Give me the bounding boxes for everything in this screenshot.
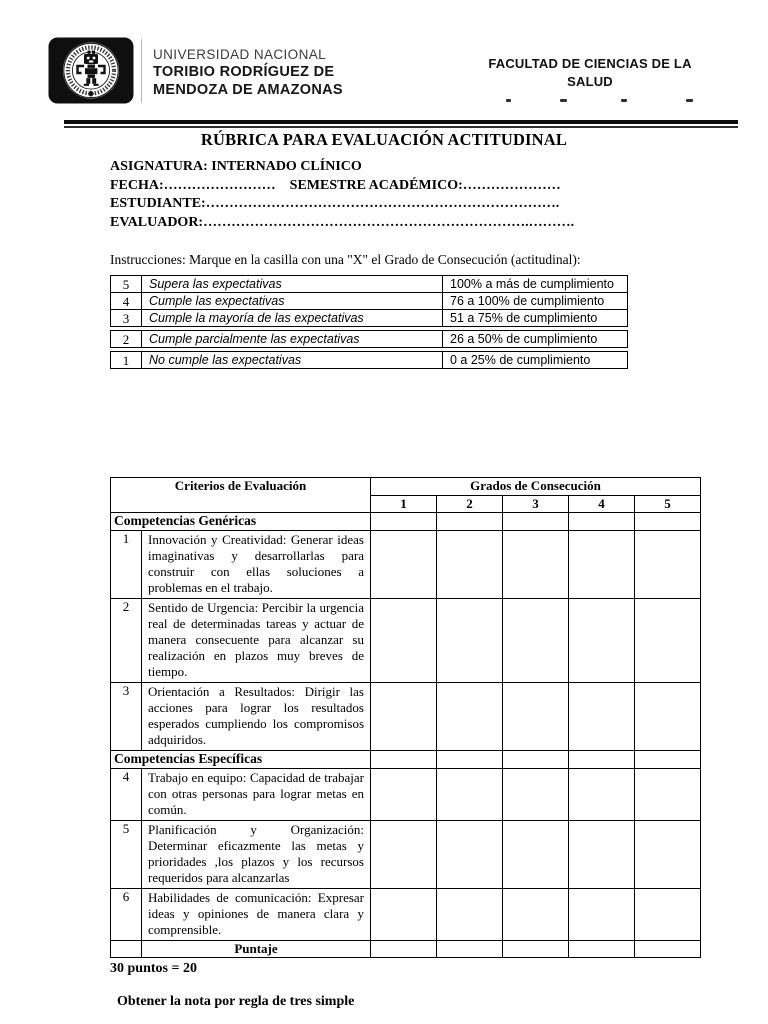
grade-cell xyxy=(371,531,437,599)
criteria-text: Habilidades de comunicación: Expresar ideas y opiniones de manera clara y comprensible. xyxy=(142,889,371,941)
criteria-number: 5 xyxy=(111,821,142,889)
scale-grade: 1 xyxy=(111,352,142,368)
grade-cell xyxy=(503,531,569,599)
grade-cell xyxy=(635,941,701,958)
scale-label: Cumple las expectativas xyxy=(142,293,443,309)
instructions-text: Instrucciones: Marque en la casilla con una "X" el Grado de Consecución (actitudinal): xyxy=(110,252,581,267)
criteria-number: 2 xyxy=(111,599,142,683)
scale-range: 0 a 25% de cumplimiento xyxy=(450,352,591,367)
faculty-name-block xyxy=(440,55,740,91)
grade-column-5: 5 xyxy=(635,496,701,513)
scale-label: Cumple parcialmente las expectativas xyxy=(142,331,443,347)
scale-range: 100% a más de cumplimiento xyxy=(450,276,614,291)
form-fields xyxy=(110,158,574,232)
grade-cell xyxy=(503,751,569,769)
grade-cell xyxy=(569,513,635,531)
grade-cell xyxy=(503,941,569,958)
grade-cell xyxy=(437,531,503,599)
grade-cell xyxy=(371,769,437,821)
grades-header: Grados de Consecución xyxy=(371,478,701,496)
faculty-name-line2: SALUD xyxy=(567,74,613,89)
grade-column-3: 3 xyxy=(503,496,569,513)
grade-cell xyxy=(635,821,701,889)
grade-cell xyxy=(569,821,635,889)
grade-cell xyxy=(569,769,635,821)
scale-label: No cumple las expectativas xyxy=(142,352,443,368)
header-divider xyxy=(141,39,142,103)
field-asignatura: ASIGNATURA: INTERNADO CLÍNICO xyxy=(110,159,362,174)
grade-cell xyxy=(371,599,437,683)
scale-row xyxy=(110,309,628,327)
grade-cell xyxy=(635,769,701,821)
grade-cell xyxy=(569,599,635,683)
university-seal-logo xyxy=(48,37,134,104)
section-label-generic: Competencias Genéricas xyxy=(111,513,371,531)
points-note: 30 puntos = 20 xyxy=(110,961,197,976)
university-name-line1: UNIVERSIDAD NACIONAL xyxy=(153,47,327,62)
grade-cell xyxy=(437,599,503,683)
rubric-table xyxy=(110,477,701,958)
scale-range: 26 a 50% de cumplimiento xyxy=(450,331,598,346)
grade-cell xyxy=(371,683,437,751)
field-fecha-semestre xyxy=(110,177,574,196)
grade-cell xyxy=(437,941,503,958)
field-semestre: SEMESTRE ACADÉMICO:………………… xyxy=(289,177,561,193)
grade-cell xyxy=(635,683,701,751)
grade-cell xyxy=(503,683,569,751)
puntaje-label: Puntaje xyxy=(142,941,371,958)
criteria-text: Sentido de Urgencia: Percibir la urgencia real de determinadas tareas y actuar de manera consecuente para alcanzar su realización en plazos muy breves de tiempo. xyxy=(142,599,371,683)
grade-cell xyxy=(569,751,635,769)
criteria-row xyxy=(111,821,701,889)
grade-cell xyxy=(503,821,569,889)
criteria-row xyxy=(111,531,701,599)
criteria-number: 3 xyxy=(111,683,142,751)
scale-grade: 4 xyxy=(111,293,142,309)
criteria-text: Innovación y Creatividad: Generar ideas imaginativas y desarrollarlas para construir con ellas soluciones a problemas en el trabajo. xyxy=(142,531,371,599)
grade-cell xyxy=(635,599,701,683)
grade-cell xyxy=(635,531,701,599)
field-evaluador: EVALUADOR:…………………………………………………………….………. xyxy=(110,214,575,230)
grade-cell xyxy=(635,751,701,769)
grade-cell xyxy=(569,531,635,599)
section-label-specific: Competencias Específicas xyxy=(111,751,371,769)
grade-cell xyxy=(503,769,569,821)
grade-cell xyxy=(569,889,635,941)
field-estudiante: ESTUDIANTE:…………………………………………………………………. xyxy=(110,196,560,211)
grade-cell xyxy=(371,821,437,889)
criteria-header: Criterios de Evaluación xyxy=(111,478,371,513)
criteria-number: 4 xyxy=(111,769,142,821)
title-rule xyxy=(64,120,738,128)
criteria-row xyxy=(111,769,701,821)
scale-grade: 5 xyxy=(111,276,142,292)
grade-cell xyxy=(503,513,569,531)
page-title: RÚBRICA PARA EVALUACIÓN ACTITUDINAL xyxy=(200,130,568,149)
grade-cell xyxy=(371,513,437,531)
clipped-text-artifact xyxy=(440,99,740,103)
scale-row xyxy=(110,351,628,369)
grade-cell xyxy=(371,889,437,941)
scale-grade: 2 xyxy=(111,331,142,347)
scale-row xyxy=(110,275,628,293)
university-seal-icon xyxy=(48,37,134,104)
grade-cell xyxy=(437,769,503,821)
grade-cell xyxy=(437,683,503,751)
grade-cell xyxy=(635,889,701,941)
scale-range: 51 a 75% de cumplimiento xyxy=(450,310,598,325)
criteria-number: 6 xyxy=(111,889,142,941)
grade-cell xyxy=(503,599,569,683)
section-row-generic xyxy=(111,513,701,531)
scale-row xyxy=(110,330,628,348)
grade-cell xyxy=(569,683,635,751)
scale-label: Supera las expectativas xyxy=(142,276,443,292)
grade-cell xyxy=(437,751,503,769)
rubric-section xyxy=(110,477,701,1010)
grade-cell xyxy=(437,821,503,889)
rubric-header-row xyxy=(111,478,701,496)
university-name-block xyxy=(153,46,343,99)
grade-cell xyxy=(569,941,635,958)
grade-cell xyxy=(371,751,437,769)
grade-column-1: 1 xyxy=(371,496,437,513)
puntaje-row xyxy=(111,941,701,958)
criteria-text: Trabajo en equipo: Capacidad de trabajar con otras personas para lograr metas en común. xyxy=(142,769,371,821)
grade-cell xyxy=(437,889,503,941)
grade-cell xyxy=(503,889,569,941)
grade-scale-table xyxy=(110,275,628,369)
section-row-specific xyxy=(111,751,701,769)
criteria-row xyxy=(111,889,701,941)
scale-grade: 3 xyxy=(111,310,142,326)
rule-of-three-note: Obtener la nota por regla de tres simple xyxy=(117,994,355,1009)
criteria-text: Orientación a Resultados: Dirigir las acciones para lograr los resultados esperados cumpliendo los compromisos adquiridos. xyxy=(142,683,371,751)
grade-column-2: 2 xyxy=(437,496,503,513)
empty-cell xyxy=(111,941,142,958)
criteria-text: Planificación y Organización: Determinar eficazmente las metas y prioridades ,los plazos y los recursos requeridos para alcanzarlas xyxy=(142,821,371,889)
grade-cell xyxy=(437,513,503,531)
field-fecha: FECHA:…………………… xyxy=(110,177,276,193)
grade-cell xyxy=(635,513,701,531)
university-name-line3: MENDOZA DE AMAZONAS xyxy=(153,82,343,98)
criteria-row xyxy=(111,599,701,683)
university-name-line2: TORIBIO RODRÍGUEZ DE xyxy=(153,64,335,80)
criteria-number: 1 xyxy=(111,531,142,599)
grade-column-4: 4 xyxy=(569,496,635,513)
scale-range: 76 a 100% de cumplimiento xyxy=(450,293,605,308)
criteria-row xyxy=(111,683,701,751)
scale-row xyxy=(110,292,628,310)
grade-cell xyxy=(371,941,437,958)
faculty-name-line1: FACULTAD DE CIENCIAS DE LA xyxy=(488,56,692,71)
scale-label: Cumple la mayoría de las expectativas xyxy=(142,310,443,326)
